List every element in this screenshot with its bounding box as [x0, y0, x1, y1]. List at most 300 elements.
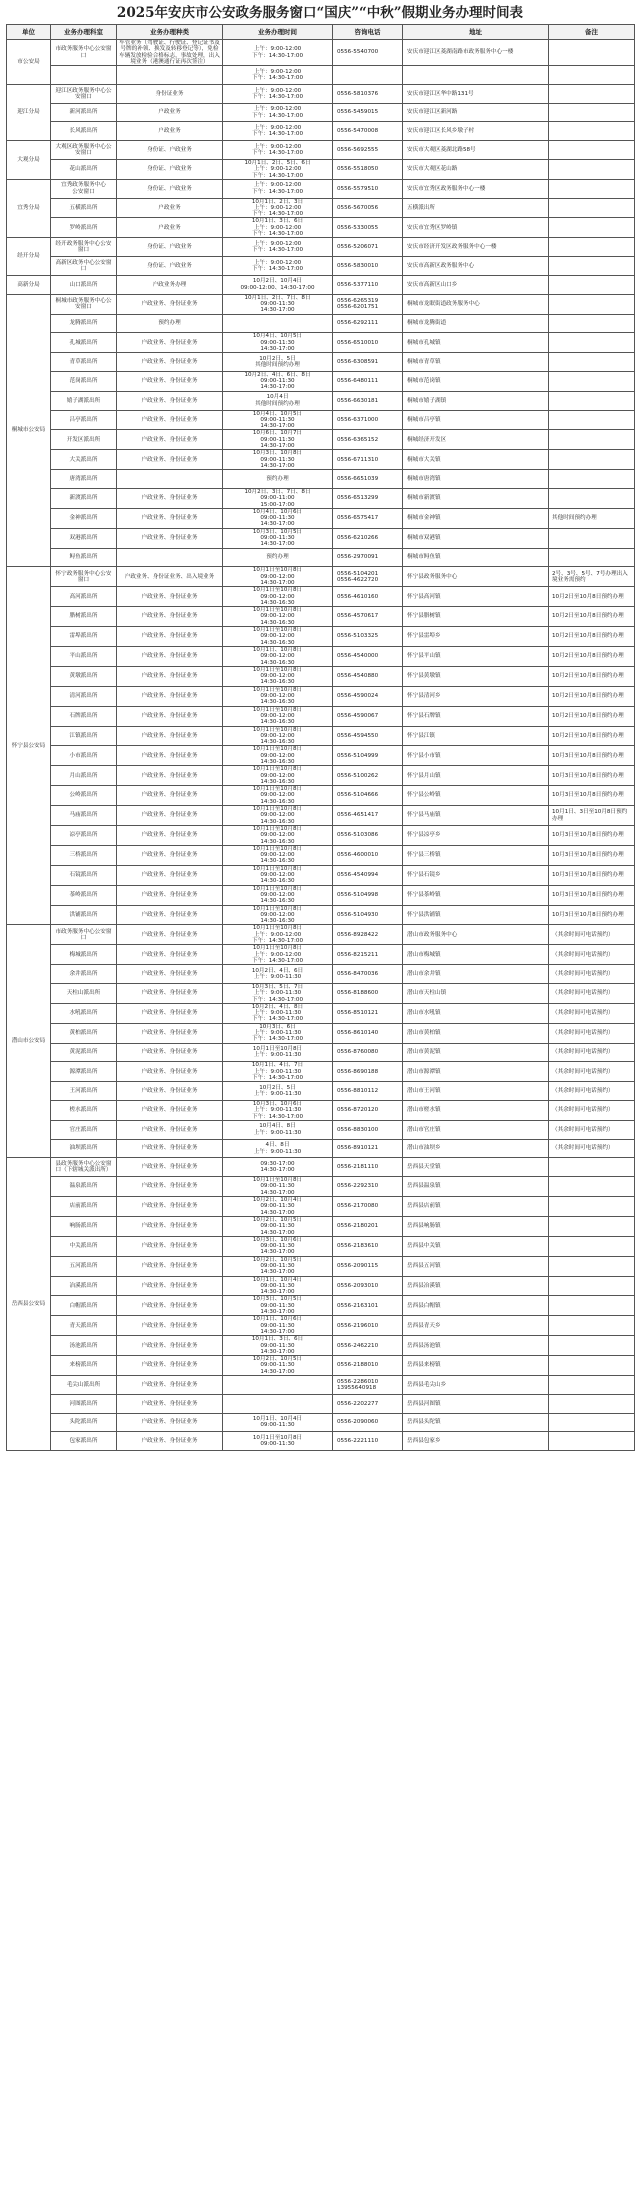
service-type-cell: 户政业务、身份证业务 — [117, 1177, 223, 1197]
header-address: 地址 — [403, 25, 549, 40]
service-type-cell: 户政业务、身份证业务 — [117, 1256, 223, 1276]
table-header-row — [7, 25, 635, 40]
office-cell: 县政务服务中心公安窗口（下辖城关派出所） — [51, 1158, 117, 1177]
remarks-cell — [549, 353, 635, 372]
service-type-cell: 预约办理 — [117, 314, 223, 333]
table-row — [7, 314, 635, 333]
address-cell: 岳西县河图镇 — [403, 1394, 549, 1413]
service-hours-cell: 10月2日、4日、6日 上午：9:00-11:30 — [223, 965, 333, 984]
service-hours-cell: 10月1日、2日、7日、8日 09:00-11:30 14:30-17:00 — [223, 294, 333, 314]
phone-cell: 0556-5810376 — [333, 84, 403, 103]
office-cell: 店前派出所 — [51, 1197, 117, 1217]
service-hours-cell: 10月2日、3日、7日、8日 09:00-11:00 15:00-17:00 — [223, 488, 333, 508]
remarks-cell: （其余时间可电话预约） — [549, 965, 635, 984]
remarks-cell — [549, 257, 635, 276]
service-type-cell: 户政业务、身份证业务 — [117, 726, 223, 746]
table-row — [7, 965, 635, 984]
phone-cell: 0556-2093010 — [333, 1276, 403, 1296]
phone-cell: 0556-4540994 — [333, 865, 403, 885]
office-cell: 青草派出所 — [51, 353, 117, 372]
phone-cell: 0556-4540880 — [333, 666, 403, 686]
remarks-cell — [549, 1394, 635, 1413]
service-hours-cell: 上午：9:00-12:00 下午：14:30-17:00 — [223, 84, 333, 103]
service-type-cell: 户政业务、身份证业务 — [117, 1394, 223, 1413]
table-row — [7, 1216, 635, 1236]
table-row — [7, 1139, 635, 1158]
service-type-cell: 户政业务、身份证业务 — [117, 1216, 223, 1236]
phone-cell: 0556-5518050 — [333, 159, 403, 179]
service-type-cell: 户政业务、身份证业务 — [117, 1432, 223, 1451]
address-cell: 安庆市迎江区新河路 — [403, 103, 549, 122]
remarks-cell: 10月2日至10月8日预约办理 — [549, 666, 635, 686]
phone-cell: 0556-5104930 — [333, 905, 403, 925]
remarks-cell: 10月3日至10月8日预约办理 — [549, 885, 635, 905]
remarks-cell: 10月3日至10月8日预约办理 — [549, 865, 635, 885]
service-hours-cell: 10月1日至10月8日 09:00-12:00 14:30-16:30 — [223, 706, 333, 726]
office-cell: 迎江区政务服务中心公安窗口 — [51, 84, 117, 103]
phone-cell: 0556-8760080 — [333, 1043, 403, 1062]
address-cell: 五横派出所 — [403, 198, 549, 218]
office-cell — [51, 66, 117, 85]
phone-cell: 0556-2090060 — [333, 1413, 403, 1432]
remarks-cell — [549, 450, 635, 470]
office-cell: 高新区政务中心公安窗口 — [51, 257, 117, 276]
address-cell: 安庆市宜秀区罗岭镇 — [403, 218, 549, 238]
remarks-cell — [549, 159, 635, 179]
remarks-cell — [549, 430, 635, 450]
address-cell: 岳西县五河镇 — [403, 1256, 549, 1276]
phone-cell: 0556-2181110 — [333, 1158, 403, 1177]
service-hours-cell: 10月4日、10月5日 09:00-11:30 14:30-17:00 — [223, 410, 333, 430]
service-type-cell: 户政业务、身份证业务 — [117, 786, 223, 806]
phone-cell: 0556-2183610 — [333, 1236, 403, 1256]
phone-cell: 0556-2196010 — [333, 1316, 403, 1336]
remarks-cell — [549, 333, 635, 353]
remarks-cell — [549, 528, 635, 548]
service-hours-cell: 10月4日、8日 上午：9:00-11:30 — [223, 1120, 333, 1139]
service-type-cell: 户政业务、身份证业务 — [117, 1101, 223, 1121]
remarks-cell — [549, 141, 635, 160]
table-row — [7, 1256, 635, 1276]
address-cell: 岳西县中关镇 — [403, 1236, 549, 1256]
table-row — [7, 294, 635, 314]
phone-cell: 0556-6480111 — [333, 371, 403, 391]
service-hours-cell: 10月3日、6日 上午：9:00-11:30 下午：14:30-17:00 — [223, 1023, 333, 1043]
phone-cell: 0556-6292111 — [333, 314, 403, 333]
office-cell: 宜秀政务服务中心 公安窗口 — [51, 179, 117, 198]
table-row — [7, 1432, 635, 1451]
service-type-cell: 身份证业务 — [117, 84, 223, 103]
service-hours-cell: 10月6日、10月7日 09:00-11:30 14:30-17:00 — [223, 430, 333, 450]
address-cell: 潜山市水吼镇 — [403, 1003, 549, 1023]
address-cell: 怀宁县凉亭乡 — [403, 825, 549, 845]
phone-cell: 0556-4540000 — [333, 646, 403, 666]
table-row — [7, 141, 635, 160]
address-cell: 桐城市双港镇 — [403, 528, 549, 548]
remarks-cell: （其余时间可电话预约） — [549, 1082, 635, 1101]
service-type-cell: 户政业务、身份证业务 — [117, 885, 223, 905]
office-cell: 金神派出所 — [51, 508, 117, 528]
phone-cell: 0556-5692555 — [333, 141, 403, 160]
table-row — [7, 706, 635, 726]
remarks-cell — [549, 391, 635, 410]
phone-cell: 0556-4594550 — [333, 726, 403, 746]
table-row — [7, 257, 635, 276]
service-hours-cell: 10月1日至10月8日 09:00-11:30 14:30-17:00 — [223, 1177, 333, 1197]
table-row — [7, 66, 635, 85]
service-hours-cell: 10月1日至10月8日 09:00-12:00 14:30-16:30 — [223, 746, 333, 766]
remarks-cell — [549, 1197, 635, 1217]
office-cell: 平山派出所 — [51, 646, 117, 666]
service-type-cell: 户政业务、身份证业务 — [117, 333, 223, 353]
office-cell: 黄泥派出所 — [51, 1043, 117, 1062]
address-cell: 桐城市吕亭镇 — [403, 410, 549, 430]
table-row — [7, 1276, 635, 1296]
unit-cell: 经开分局 — [7, 238, 51, 276]
phone-cell: 0556-4600010 — [333, 845, 403, 865]
remarks-cell: 10月2日至10月8日预约办理 — [549, 587, 635, 607]
address-cell: 岳西县白帽镇 — [403, 1296, 549, 1316]
service-hours-cell: 10月3日、10月8日 09:00-11:30 14:30-17:00 — [223, 450, 333, 470]
header-phone: 咨询电话 — [333, 25, 403, 40]
service-type-cell: 户政业务、身份证业务 — [117, 965, 223, 984]
remarks-cell — [549, 66, 635, 85]
address-cell: 潜山市政务服务中心 — [403, 925, 549, 945]
service-hours-cell: 上午：9:00-12:00 下午：14:30-17:00 — [223, 66, 333, 85]
phone-cell — [333, 66, 403, 85]
remarks-cell — [549, 84, 635, 103]
table-row — [7, 333, 635, 353]
phone-cell: 0556-5377110 — [333, 275, 403, 294]
phone-cell: 0556-8810112 — [333, 1082, 403, 1101]
table-row — [7, 806, 635, 826]
remarks-cell: 10月3日至10月8日预约办理 — [549, 825, 635, 845]
phone-cell: 0556-6308591 — [333, 353, 403, 372]
table-row — [7, 218, 635, 238]
phone-cell: 0556-5103086 — [333, 825, 403, 845]
phone-cell: 0556-5470008 — [333, 122, 403, 141]
address-cell: 岳西县毛尖山乡 — [403, 1376, 549, 1395]
address-cell: 怀宁县江镇 — [403, 726, 549, 746]
office-cell: 市政务服务中心公安窗口 — [51, 925, 117, 945]
office-cell: 月山派出所 — [51, 766, 117, 786]
office-cell: 大关派出所 — [51, 450, 117, 470]
phone-cell: 0556-8610140 — [333, 1023, 403, 1043]
remarks-cell — [549, 275, 635, 294]
phone-cell: 0556-8510121 — [333, 1003, 403, 1023]
address-cell: 岳西县汤池镇 — [403, 1336, 549, 1356]
address-cell: 潜山市油坝乡 — [403, 1139, 549, 1158]
service-type-cell: 户政业务、身份证业务 — [117, 1413, 223, 1432]
table-row — [7, 159, 635, 179]
table-row — [7, 1336, 635, 1356]
header-unit: 单位 — [7, 25, 51, 40]
service-hours-cell: 10月1日至10月8日 09:00-12:00 14:30-16:30 — [223, 806, 333, 826]
table-row — [7, 1177, 635, 1197]
table-row — [7, 275, 635, 294]
service-type-cell: 户政业务、身份证业务 — [117, 766, 223, 786]
address-cell: 潜山市源潭镇 — [403, 1062, 549, 1082]
address-cell: 安庆市迎江区长风乡墩子村 — [403, 122, 549, 141]
phone-cell: 0556-5579510 — [333, 179, 403, 198]
remarks-cell: （其余时间可电话预约） — [549, 1120, 635, 1139]
phone-cell: 0556-6265319 0556-6201751 — [333, 294, 403, 314]
service-hours-cell: 10月2日、10月5日 09:00-11:30 14:30-17:00 — [223, 1356, 333, 1376]
service-hours-cell: 10月1日、10月4日 09:00-11:30 — [223, 1413, 333, 1432]
phone-cell: 0556-6513299 — [333, 488, 403, 508]
service-hours-cell: 10月2日、5日 其他时间预约办理 — [223, 353, 333, 372]
table-row — [7, 1120, 635, 1139]
service-hours-cell: 10月4日、10月6日 09:00-11:30 14:30-17:00 — [223, 508, 333, 528]
unit-cell: 潜山市公安局 — [7, 925, 51, 1158]
service-hours-cell: 10月1日至10月8日 09:00-12:00 14:30-16:30 — [223, 587, 333, 607]
address-cell: 安庆市迎江区华中路131号 — [403, 84, 549, 103]
service-type-cell: 户政业务、身份证业务 — [117, 607, 223, 627]
service-hours-cell: 10月4日 其他时间预约办理 — [223, 391, 333, 410]
service-hours-cell: 10月1日至10月8日 09:00-12:00 14:30-16:30 — [223, 627, 333, 647]
table-row — [7, 905, 635, 925]
service-hours-cell: 上午：9:00-12:00 下午：14:30-17:00 — [223, 141, 333, 160]
office-cell: 雷埠派出所 — [51, 627, 117, 647]
phone-cell: 0556-4590024 — [333, 686, 403, 706]
address-cell: 安庆市大观区菱湖北路58号 — [403, 141, 549, 160]
service-hours-cell: 10月1日、2日、3日 上午：9:00-12:00 下午：14:30-17:00 — [223, 198, 333, 218]
service-type-cell: 户政业务、身份证业务 — [117, 686, 223, 706]
phone-cell: 0556-5830010 — [333, 257, 403, 276]
office-cell: 清河派出所 — [51, 686, 117, 706]
address-cell: 潜山市天柱山镇 — [403, 983, 549, 1003]
service-type-cell: 户政业务、身份证业务 — [117, 410, 223, 430]
table-row — [7, 1296, 635, 1316]
table-row — [7, 1101, 635, 1121]
office-cell: 官庄派出所 — [51, 1120, 117, 1139]
service-hours-cell: 10月3日、5日、7日 上午：9:00-11:30 下午：14:30-17:00 — [223, 983, 333, 1003]
page-title: 2025年安庆市公安政务服务窗口“国庆”“中秋”假期业务办理时间表 — [116, 5, 524, 21]
remarks-cell — [549, 198, 635, 218]
service-type-cell: 户政业务、身份证业务 — [117, 488, 223, 508]
address-cell: 潜山市王河镇 — [403, 1082, 549, 1101]
service-hours-cell: 10月1日至10月8日 09:00-12:00 14:30-16:30 — [223, 905, 333, 925]
table-row — [7, 238, 635, 257]
service-type-cell: 户政业务、身份证业务 — [117, 1082, 223, 1101]
table-row — [7, 1376, 635, 1395]
service-hours-cell: 10月1日至10月8日 09:00-12:00 14:30-16:30 — [223, 766, 333, 786]
table-row — [7, 1413, 635, 1432]
table-row — [7, 122, 635, 141]
unit-cell: 高新分局 — [7, 275, 51, 294]
phone-cell: 0556-6210266 — [333, 528, 403, 548]
office-cell: 槎水派出所 — [51, 1101, 117, 1121]
table-row — [7, 353, 635, 372]
office-cell: 孔城派出所 — [51, 333, 117, 353]
remarks-cell — [549, 1236, 635, 1256]
service-type-cell: 户政业务、身份证业务 — [117, 627, 223, 647]
address-cell: 桐城市龙腾街道 — [403, 314, 549, 333]
table-row — [7, 198, 635, 218]
service-type-cell: 户政业务、身份证业务 — [117, 1043, 223, 1062]
phone-cell: 0556-4610160 — [333, 587, 403, 607]
address-cell: 怀宁县公岭镇 — [403, 786, 549, 806]
table-row — [7, 1356, 635, 1376]
service-type-cell — [117, 66, 223, 85]
phone-cell: 0556-2292310 — [333, 1177, 403, 1197]
office-cell: 凉亭派出所 — [51, 825, 117, 845]
phone-cell: 0556-8830100 — [333, 1120, 403, 1139]
phone-cell: 0556-8188600 — [333, 983, 403, 1003]
remarks-cell: （其余时间可电话预约） — [549, 1062, 635, 1082]
address-cell: 潜山市官庄镇 — [403, 1120, 549, 1139]
service-type-cell: 户政业务、身份证业务 — [117, 371, 223, 391]
service-hours-cell: 10月2日、5日 上午：9:00-11:30 — [223, 1082, 333, 1101]
office-cell: 市政务服务中心公安窗口 — [51, 40, 117, 66]
office-cell: 来榜派出所 — [51, 1356, 117, 1376]
service-hours-cell: 10月2日、10月5日 09:00-11:30 14:30-17:00 — [223, 1216, 333, 1236]
address-cell: 安庆市迎江区菱湖南路市政务服务中心一楼 — [403, 40, 549, 66]
service-type-cell: 户政业务、身份证业务 — [117, 1120, 223, 1139]
remarks-cell — [549, 122, 635, 141]
office-cell: 源潭派出所 — [51, 1062, 117, 1082]
service-hours-cell: 预约办理 — [223, 548, 333, 567]
service-type-cell: 户政业务、身份证业务 — [117, 1316, 223, 1336]
address-cell: 桐城市嬉子湖镇 — [403, 391, 549, 410]
address-cell: 岳西县冶溪镇 — [403, 1276, 549, 1296]
remarks-cell — [549, 1177, 635, 1197]
remarks-cell — [549, 238, 635, 257]
service-type-cell: 户政业务、身份证业务 — [117, 945, 223, 965]
table-row — [7, 646, 635, 666]
unit-cell: 迎江分局 — [7, 84, 51, 140]
service-type-cell: 身份证、户政业务 — [117, 238, 223, 257]
service-type-cell — [117, 470, 223, 489]
office-cell: 梅城派出所 — [51, 945, 117, 965]
service-type-cell: 户政业务、身份证业务 — [117, 825, 223, 845]
service-type-cell: 户政业务、身份证业务 — [117, 353, 223, 372]
service-type-cell: 户政业务、身份证业务 — [117, 925, 223, 945]
phone-cell: 0556-8910121 — [333, 1139, 403, 1158]
phone-cell: 0556-5104666 — [333, 786, 403, 806]
phone-cell: 0556-2286010 13955640918 — [333, 1376, 403, 1395]
phone-cell: 0556-5540700 — [333, 40, 403, 66]
address-cell: 桐城市范岗镇 — [403, 371, 549, 391]
remarks-cell — [549, 1158, 635, 1177]
service-hours-cell — [223, 1376, 333, 1395]
office-cell: 双港派出所 — [51, 528, 117, 548]
office-cell: 桐城市政务服务中心公安窗口 — [51, 294, 117, 314]
service-hours-cell: 上午：9:00-12:00 下午：14:30-17:00 — [223, 122, 333, 141]
service-hours-cell: 上午：9:00-12:00 下午：14:30-17:00 — [223, 179, 333, 198]
phone-cell: 0556-8470036 — [333, 965, 403, 984]
table-row — [7, 508, 635, 528]
remarks-cell — [549, 1296, 635, 1316]
service-type-cell: 户政业务、身份证业务 — [117, 1158, 223, 1177]
address-cell: 怀宁县石镜乡 — [403, 865, 549, 885]
remarks-cell: （其余时间可电话预约） — [549, 925, 635, 945]
service-type-cell: 户政业务 — [117, 198, 223, 218]
service-type-cell: 户政业务、身份证业务 — [117, 706, 223, 726]
table-row — [7, 1394, 635, 1413]
remarks-cell: （其余时间可电话预约） — [549, 1023, 635, 1043]
table-row — [7, 179, 635, 198]
remarks-cell — [549, 314, 635, 333]
service-hours-cell: 10月1日至10月8日 09:00-12:00 14:30-16:30 — [223, 607, 333, 627]
remarks-cell — [549, 470, 635, 489]
remarks-cell — [549, 410, 635, 430]
table-row — [7, 587, 635, 607]
table-row — [7, 470, 635, 489]
service-hours-cell: 10月1日至10月8日 上午：9:00-11:30 — [223, 1043, 333, 1062]
service-type-cell: 户政业务、身份证业务 — [117, 391, 223, 410]
service-hours-cell: 10月1日、2日、5日、6日 上午：9:00-12:00 下午：14:30-17:00 — [223, 159, 333, 179]
table-row — [7, 371, 635, 391]
office-cell: 怀宁政务服务中心公安窗口 — [51, 567, 117, 587]
office-cell: 响肠派出所 — [51, 1216, 117, 1236]
table-row — [7, 40, 635, 66]
office-cell: 五横派出所 — [51, 198, 117, 218]
service-type-cell: 户政业务、身份证业务 — [117, 1003, 223, 1023]
header-remarks: 备注 — [549, 25, 635, 40]
office-cell: 经开政务服务中心公安窗口 — [51, 238, 117, 257]
service-type-cell: 户政业务、身份证业务 — [117, 983, 223, 1003]
address-cell: 桐城市鲟鱼镇 — [403, 548, 549, 567]
office-cell: 嬉子湖派出所 — [51, 391, 117, 410]
service-type-cell: 车管业务（驾驶证、行驶证、登记证书及号牌的补领、换发及转移登记等），免检车辆发放检验合格标志，事故处理，出入境业务（港澳通行证再次签注） — [117, 40, 223, 66]
remarks-cell — [549, 1413, 635, 1432]
phone-cell: 0556-6365152 — [333, 430, 403, 450]
address-cell: 怀宁县政务服务中心 — [403, 567, 549, 587]
remarks-cell — [549, 1432, 635, 1451]
service-hours-cell — [223, 1394, 333, 1413]
address-cell: 岳西县响肠镇 — [403, 1216, 549, 1236]
office-cell: 罗岭派出所 — [51, 218, 117, 238]
office-cell: 温泉派出所 — [51, 1177, 117, 1197]
service-hours-cell: 10月1日、3日、6日 上午：9:00-12:00 下午：14:30-17:00 — [223, 218, 333, 238]
table-row — [7, 430, 635, 450]
unit-cell: 岳西县公安局 — [7, 1158, 51, 1451]
service-type-cell: 户政业务、身份证业务 — [117, 1236, 223, 1256]
office-cell: 洪铺派出所 — [51, 905, 117, 925]
remarks-cell — [549, 548, 635, 567]
remarks-cell: 10月1日、3日至10月8日预约办理 — [549, 806, 635, 826]
address-cell: 怀宁县雷埠乡 — [403, 627, 549, 647]
address-cell: 岳西县天堂镇 — [403, 1158, 549, 1177]
office-cell: 五河派出所 — [51, 1256, 117, 1276]
remarks-cell: 10月3日至10月8日预约办理 — [549, 766, 635, 786]
remarks-cell — [549, 218, 635, 238]
service-hours-cell: 10月1日至10月8日 09:00-12:00 14:30-16:30 — [223, 885, 333, 905]
service-type-cell: 户政业务办理 — [117, 275, 223, 294]
phone-cell: 0556-6575417 — [333, 508, 403, 528]
table-row — [7, 84, 635, 103]
office-cell: 山口派出所 — [51, 275, 117, 294]
address-cell: 桐城经济开发区 — [403, 430, 549, 450]
service-hours-cell: 10月1日至10月8日 09:00-12:00 14:30-16:30 — [223, 726, 333, 746]
remarks-cell: 10月3日至10月8日预约办理 — [549, 786, 635, 806]
address-cell: 怀宁县马庙镇 — [403, 806, 549, 826]
address-cell: 桐城市新渡镇 — [403, 488, 549, 508]
remarks-cell: 10月3日至10月8日预约办理 — [549, 905, 635, 925]
service-type-cell: 户政业务 — [117, 103, 223, 122]
service-hours-cell: 10月1日、4日、7日 上午：9:00-11:30 下午：14:30-17:00 — [223, 1062, 333, 1082]
table-row — [7, 666, 635, 686]
address-cell: 桐城市金神镇 — [403, 508, 549, 528]
table-row — [7, 1316, 635, 1336]
table-row — [7, 786, 635, 806]
table-row — [7, 766, 635, 786]
service-type-cell: 身份证、户政业务 — [117, 141, 223, 160]
address-cell: 安庆市大观区花山路 — [403, 159, 549, 179]
phone-cell: 0556-2170080 — [333, 1197, 403, 1217]
address-cell: 怀宁县茶岭镇 — [403, 885, 549, 905]
